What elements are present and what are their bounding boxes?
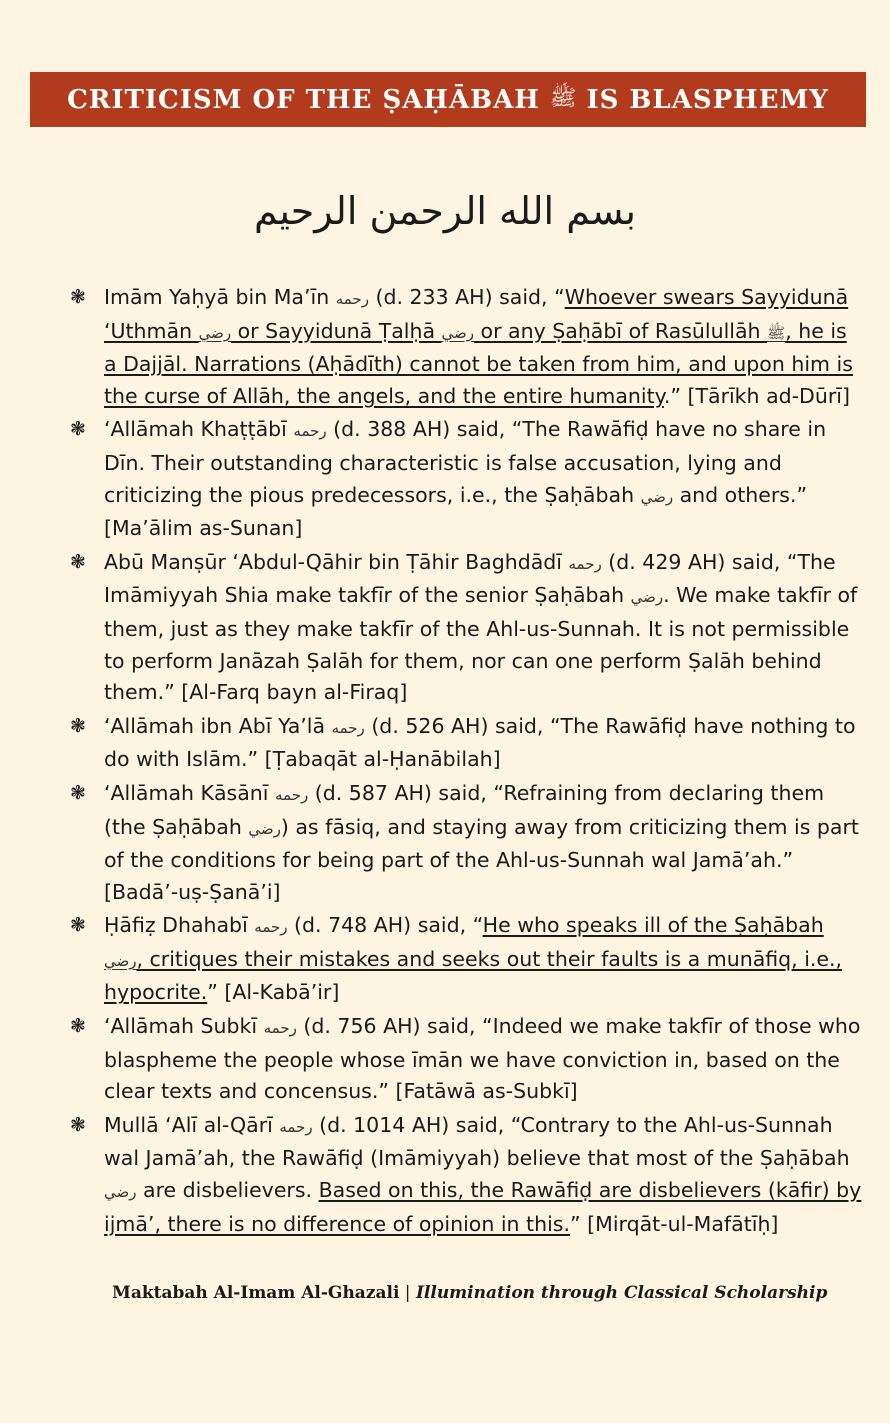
- quote-underlined: or Sayyidunā Ṭalḥā: [231, 318, 442, 343]
- honorific-glyph: رحمه: [293, 422, 327, 441]
- quote-attribution: ‘Allāmah Kāsānī: [104, 780, 275, 805]
- honorific-glyph: رحمه: [254, 918, 288, 937]
- honorific-glyph: رحمه: [279, 1117, 313, 1136]
- quote-underlined: He who speaks ill of the Ṣaḥābah: [482, 913, 824, 938]
- honorific-glyph: رضي: [104, 951, 137, 970]
- flower-bullet-icon: ❃: [70, 418, 86, 441]
- quote-list: [0, 282, 890, 1242]
- quote-source: (d. 756 AH) said, “Indeed we make takfīr of those who blaspheme the people whose īmān we have conviction in, based on the clear texts and concensus.” [Fatāwā as-Subkī]: [104, 1014, 861, 1104]
- quote-source: ” [Al-Kabā’ir]: [207, 980, 340, 1005]
- quote-item: [0, 414, 890, 544]
- quote-text: (d. 748 AH) said, “: [287, 913, 483, 938]
- flower-bullet-icon: ❃: [70, 286, 86, 308]
- quote-underlined: , he is a Dajjāl. Narrations (Aḥādīth) cannot be taken from him, and upon him is the curse of Allāh, the angels, and the entire humanity: [104, 318, 853, 408]
- quote-attribution: Imām Yaḥyā bin Ma’īn: [104, 285, 336, 309]
- quote-text: (d. 1014 AH) said, “Contrary to the Ahl-us-Sunnah wal Jamā’ah, the Rawāfiḍ (Imāmiyyah) believe that most of the Ṣaḥābah: [104, 1112, 850, 1171]
- honorific-glyph: رحمه: [568, 554, 602, 573]
- quote-source: . We make takfīr of them, just as they make takfīr of the Ahl-us-Sunnah. It is not permissible to perform Janāzah Ṣalāh for them, nor can one perform Ṣalāh behind them.” [Al-Farq bayn al-Firaq]: [104, 583, 858, 705]
- quote-item: [0, 778, 890, 908]
- quote-attribution: ‘Allāmah Khaṭṭābī: [104, 417, 294, 442]
- basmala-text: بسم الله الرحمن الرحيم: [254, 189, 636, 233]
- flower-bullet-icon: ❃: [70, 914, 86, 937]
- quote-source: ) as fāsiq, and staying away from criticizing them is part of the conditions for being part of the Ahl-us-Sunnah wal Jamā’ah.” [Badā’-uṣ-Ṣanā’i]: [104, 814, 859, 904]
- quote-attribution: ‘Allāmah Subkī: [104, 1014, 264, 1039]
- quote-source: .” [Tārīkh ad-Dūrī]: [663, 383, 850, 408]
- flower-bullet-icon: ❃: [70, 781, 86, 804]
- quote-attribution: Mullā ‘Alī al-Qārī: [104, 1112, 280, 1137]
- honorific-glyph: رحمه: [331, 718, 365, 737]
- flower-bullet-icon: ❃: [70, 714, 86, 737]
- footer-publisher: Maktabah Al-Imam Al-Ghazali: [112, 1283, 400, 1303]
- quote-text: (d. 429 AH) said, “The Imāmiyyah Shia make takfīr of the senior Ṣaḥābah: [104, 549, 836, 608]
- quote-attribution: Ḥāfiẓ Dhahabī: [104, 913, 255, 938]
- quote-item: [0, 1110, 890, 1240]
- honorific-glyph: رضي: [198, 323, 232, 342]
- flower-bullet-icon: ❃: [70, 550, 86, 573]
- honorific-glyph: رضي: [640, 487, 674, 506]
- title-banner: [30, 72, 866, 127]
- honorific-glyph: رحمه: [335, 290, 369, 308]
- honorific-glyph: ﷺ: [767, 323, 786, 342]
- quote-item: [0, 282, 890, 412]
- honorific-glyph: ﷺ: [549, 85, 577, 111]
- honorific-glyph: رحمه: [275, 785, 309, 804]
- honorific-glyph: رضي: [248, 819, 281, 838]
- flower-bullet-icon: ❃: [70, 1113, 86, 1136]
- honorific-glyph: رضي: [630, 588, 664, 607]
- footer-tagline: Illumination through Classical Scholarship: [415, 1283, 828, 1303]
- quote-source: ” [Mirqāt-ul-Mafātīḥ]: [570, 1211, 779, 1236]
- quote-underlined: or any Ṣaḥābī of Rasūlullāh: [474, 318, 768, 343]
- quote-text: (d. 233 AH) said, “: [368, 285, 565, 309]
- footer: [112, 1283, 872, 1303]
- quote-item: [0, 910, 890, 1009]
- title-part-2: IS BLASPHEMY: [586, 84, 829, 115]
- title-part-1: CRITICISM OF THE ṢAḤĀBAH: [67, 84, 540, 115]
- quote-underlined: Based on this, the Rawāfiḍ are disbelievers (kāfir) by ijmā’, there is no difference of opinion in this.: [104, 1178, 862, 1236]
- quote-text: (d. 388 AH) said, “The Rawāfiḍ have no share in Dīn. Their outstanding characteristic is false accusation, lying and criticizing the pious predecessors, i.e., the Ṣaḥābah: [104, 417, 827, 507]
- quote-underlined: , critiques their mistakes and seeks out their faults is a munāfiq, i.e., hypocrite.: [104, 946, 843, 1005]
- quote-attribution: ‘Allāmah ibn Abī Ya’lā: [104, 713, 332, 738]
- quote-source: and others.” [Ma’ālim as-Sunan]: [104, 482, 808, 541]
- quote-underlined: Whoever swears Sayyidunā ‘Uthmān: [104, 285, 849, 343]
- quote-source: (d. 526 AH) said, “The Rawāfiḍ have nothing to do with Islām.” [Ṭabaqāt al-Ḥanābilah]: [104, 713, 856, 772]
- flower-bullet-icon: ❃: [70, 1015, 86, 1038]
- quote-attribution: Abū Manṣūr ‘Abdul-Qāhir bin Ṭāhir Baghdādī: [104, 549, 569, 574]
- basmala-calligraphy: [0, 176, 890, 246]
- quote-text: (d. 587 AH) said, “Refraining from declaring them (the Ṣaḥābah: [104, 780, 825, 839]
- honorific-glyph: رضي: [104, 1183, 137, 1202]
- quote-item: [0, 547, 890, 709]
- quote-text: are disbelievers.: [136, 1178, 319, 1203]
- honorific-glyph: رحمه: [263, 1019, 297, 1038]
- footer-separator: |: [399, 1283, 416, 1303]
- quote-item: [0, 1011, 890, 1108]
- quote-item: [0, 711, 890, 776]
- honorific-glyph: رضي: [441, 323, 475, 342]
